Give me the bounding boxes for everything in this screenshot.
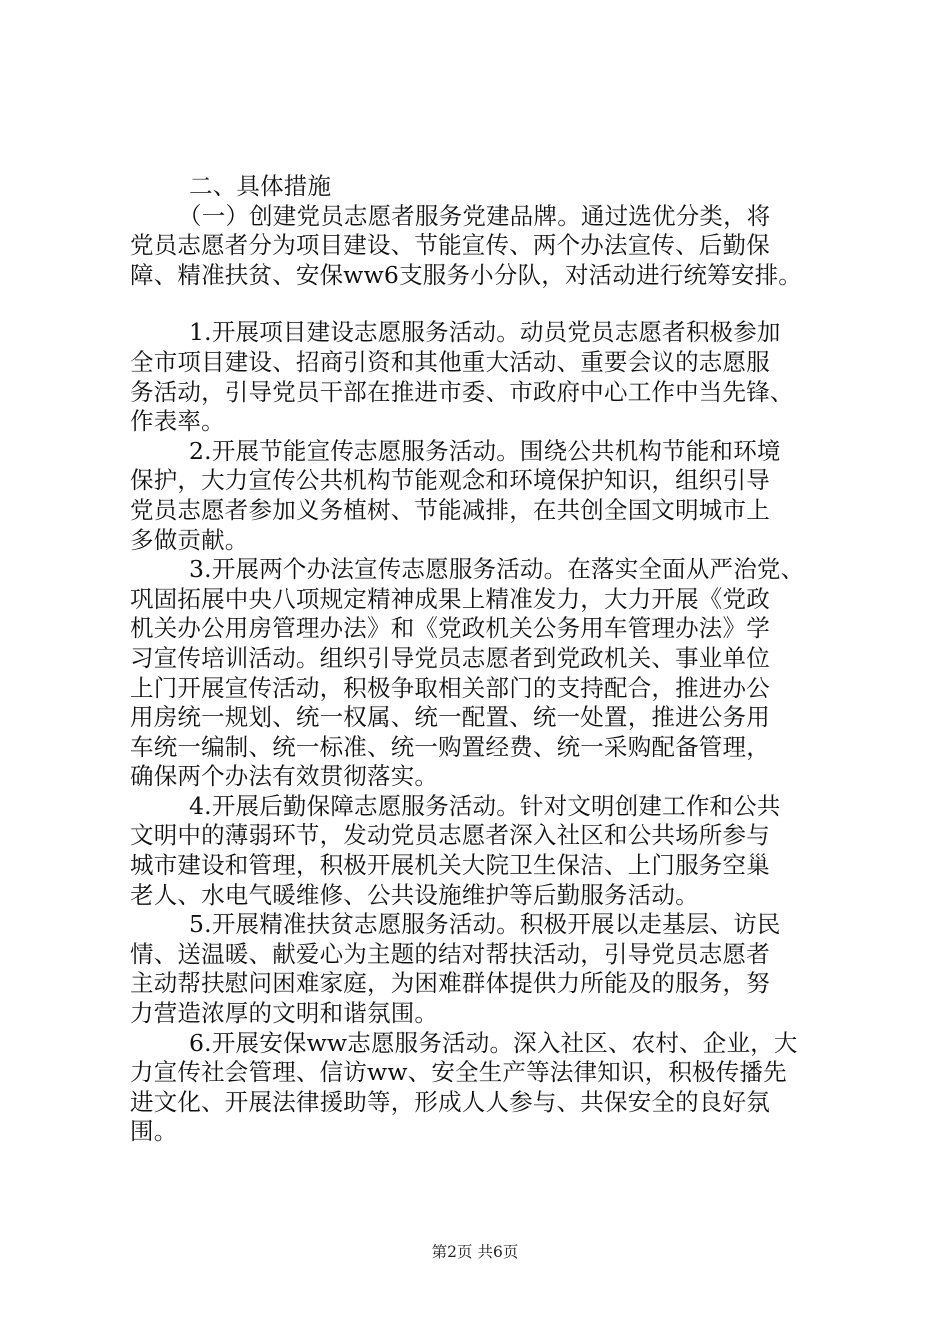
paragraph-line: 4.开展后勤保障志愿服务活动。针对文明创建工作和公共 (189, 791, 781, 820)
paragraph-line: 力宣传社会管理、信访ww、安全生产等法律知识，积极传播先 (130, 1058, 787, 1087)
paragraph-line: 务活动，引导党员干部在推进市委、市政府中心工作中当先锋、 (130, 377, 794, 406)
paragraph-line: 进文化、开展法律援助等，形成人人参与、共保安全的良好氛 (130, 1087, 770, 1116)
item-paragraph-1 (130, 318, 852, 436)
paragraph-line: 保护，大力宣传公共机构节能观念和环境保护知识，组织引导 (130, 466, 770, 495)
document-body (130, 172, 852, 1147)
item-paragraph-4 (130, 792, 852, 910)
paragraph-line: 主动帮扶慰问困难家庭，为困难群体提供力所能及的服务，努 (130, 969, 770, 998)
paragraph-line: 文明中的薄弱环节，发动党员志愿者深入社区和公共场所参与 (130, 821, 770, 850)
paragraph-line: 情、送温暖、献爱心为主题的结对帮扶活动，引导党员志愿者 (130, 939, 770, 968)
section-heading: 二、具体措施 (189, 172, 332, 200)
paragraph-line: 确保两个办法有效贯彻落实。 (130, 762, 439, 791)
paragraph-line: 多做贡献。 (130, 525, 249, 554)
paragraph-line: 习宣传培训活动。组织引导党员志愿者到党政机关、事业单位 (130, 643, 770, 672)
paragraph-line: 上门开展宣传活动，积极争取相关部门的支持配合，推进办公 (130, 673, 770, 702)
paragraph-line: 障、精准扶贫、安保ww6支服务小分队，对活动进行统筹安排。 (130, 260, 802, 289)
paragraph-line: 作表率。 (130, 407, 225, 436)
paragraph-line: 党员志愿者参加义务植树、节能减排，在共创全国文明城市上 (130, 495, 770, 524)
paragraph-line: 用房统一规划、统一权属、统一配置、统一处置，推进公务用 (130, 703, 770, 732)
paragraph-line: （一）创建党员志愿者服务党建品牌。通过选优分类，将 (178, 201, 771, 230)
paragraph-line: 3.开展两个办法宣传志愿服务活动。在落实全面从严治党、 (189, 555, 805, 584)
paragraph-line: 6.开展安保ww志愿服务活动。深入社区、农村、企业，大 (189, 1028, 798, 1057)
paragraph-line: 2.开展节能宣传志愿服务活动。围绕公共机构节能和环境 (189, 436, 781, 465)
paragraph-line: 城市建设和管理，积极开展机关大院卫生保洁、上门服务空巢 (130, 851, 770, 880)
paragraph-line: 巩固拓展中央八项规定精神成果上精准发力，大力开展《党政 (130, 584, 770, 613)
paragraph-line: 5.开展精准扶贫志愿服务活动。积极开展以走基层、访民 (189, 910, 781, 939)
paragraph-line: 车统一编制、统一标准、统一购置经费、统一采购配备管理， (130, 732, 770, 761)
item-paragraph-3 (130, 555, 852, 792)
paragraph-line: 老人、水电气暖维修、公共设施维护等后勤服务活动。 (130, 880, 699, 909)
paragraph-line: 1.开展项目建设志愿服务活动。动员党员志愿者积极参加 (189, 318, 781, 347)
paragraph-spacer (130, 290, 852, 318)
page-footer: 第2页 共6页 (431, 1243, 519, 1261)
paragraph-line: 全市项目建设、招商引资和其他重大活动、重要会议的志愿服 (130, 347, 770, 376)
item-paragraph-5 (130, 910, 852, 1028)
paragraph-line: 机关办公用房管理办法》和《党政机关公务用车管理办法》学 (130, 614, 770, 643)
item-paragraph-2 (130, 437, 852, 555)
paragraph-line: 围。 (130, 1117, 178, 1146)
paragraph-line: 党员志愿者分为项目建设、节能宣传、两个办法宣传、后勤保 (130, 231, 770, 260)
item-paragraph-6 (130, 1029, 852, 1147)
paragraph-line: 力营造浓厚的文明和谐氛围。 (130, 999, 439, 1028)
intro-paragraph (130, 202, 852, 291)
